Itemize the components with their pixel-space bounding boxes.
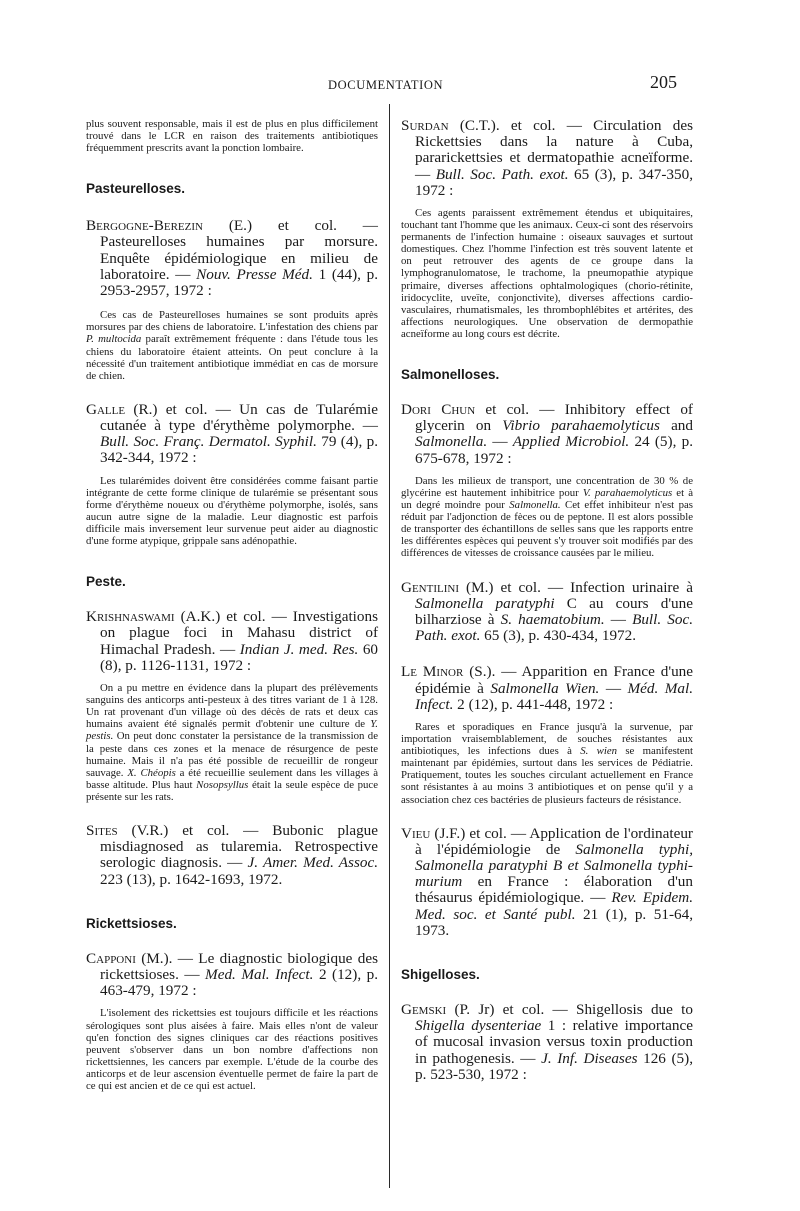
species-name: Shigella dysenteriae <box>415 1017 542 1035</box>
reference-title: (S.). — Apparition en France d'une épidémie à <box>415 663 694 697</box>
reference-citation: 126 (5), p. 523-530, 1972 : <box>415 1049 694 1083</box>
reference-entry <box>86 402 378 467</box>
reference-journal: Applied Microbiol. <box>512 433 630 451</box>
abstract-text: Dans les milieux de transport, une concentration de 30 % de glycérine est hautement inhibitrice pour <box>401 474 693 499</box>
column-divider <box>389 104 390 1188</box>
species-name: Salmonella paratyphi <box>415 594 555 612</box>
abstract-text: se manifestent maintenant par épidémies, surtout dans les services de Pédiatrie. Pratiquement, toutes les souches circulant actuellement en France sont résistantes à au moins 3 antibiotiques et on pense qu'il y a association chez ces bactéries de plusieurs facteurs de résistance. <box>401 745 694 806</box>
reference-journal: Med. Mal. Infect. <box>205 966 314 983</box>
abstract-text: Cet effet inhibiteur n'est pas réduit par l'adjonction de fèces ou de peptone. Il est alors possible de transporter des échantillons de selles sans que les rapports entre les différentes espèces qui peuvent s'y trouver soit modifiés par des différences de vitesses de croissance causées par le milieu. <box>401 499 694 560</box>
reference-entry <box>401 118 693 199</box>
species-name: Nosopsyllus <box>196 778 249 791</box>
reference-journal: Bull. Soc. Path. exot. <box>415 610 694 645</box>
reference-entry <box>86 951 378 1000</box>
species-name: S. haematobium. <box>500 610 605 628</box>
abstract-text: Rares et sporadiques en France jusqu'à la survenue, par importation vraisemblablement, de souches résistantes aux antibiotiques, les infections dues à <box>401 720 693 758</box>
reference-title: en France : élaboration d'un thésaurus épidémiologique. — <box>415 873 693 907</box>
reference-author: Dori Chun <box>401 401 476 419</box>
reference-citation: 65 (3), p. 347-350, 1972 : <box>415 165 694 199</box>
reference-entry <box>401 1002 693 1083</box>
reference-author: Krishnaswami <box>86 608 175 626</box>
reference-citation: 1 (44), p. 2953-2957, 1972 : <box>100 265 378 300</box>
reference-title: (A.K.) et col. — Investigations on plague foci in Mahasu district of Himachal Pradesh. — <box>100 608 378 658</box>
right-column <box>401 118 693 1083</box>
section-heading-shigelloses: Shigelloses. <box>401 967 480 983</box>
reference-entry <box>86 823 378 888</box>
reference-author: Capponi <box>86 949 136 967</box>
reference-entry <box>86 609 378 674</box>
species-name: P. multocida <box>86 333 142 346</box>
abstract-text: a été recueillie seulement dans les villages à basse altitude. Plus haut <box>86 766 378 791</box>
species-name: Salmonella Wien. <box>490 679 600 697</box>
abstract-text: On a pu mettre en évidence dans la plupart des prélèvements sanguins des anticorps anti-pesteux à des titres variant de 1 à 128. Un rat provenant d'un village où des décès de rats et deux cas humains avaient été signalés permit d'obtenir une culture de <box>86 682 378 731</box>
species-name: X. Chéopis <box>127 766 176 779</box>
reference-entry <box>401 402 693 467</box>
reference-author: Gemski <box>401 1001 447 1019</box>
reference-author: Sites <box>86 821 118 839</box>
reference-title: (M.) et col. — Infection urinaire à <box>459 578 693 596</box>
continued-abstract: plus souvent responsable, mais il est de plus en plus difficilement trouvé dans le LCR en raison des traitements antibiotiques fréquemment prescrits avant la ponction lombaire. <box>86 118 378 155</box>
abstract-text: était la seule espèce de puce présente sur les rats. <box>86 778 378 803</box>
abstract-text: et à un degré moindre pour <box>401 486 693 512</box>
reference-entry <box>401 580 693 645</box>
reference-abstract <box>86 682 378 803</box>
reference-abstract <box>86 309 378 382</box>
species-name: Y. pestis. <box>86 718 378 743</box>
reference-journal: J. Inf. Diseases <box>541 1049 638 1067</box>
abstract-text: Ces cas de Pasteurelloses humaines se sont produits après morsures par des chiens de laboratoire. L'infestation des chiens par <box>86 309 378 334</box>
species-name: Vibrio parahaemolyticus <box>502 417 660 435</box>
reference-title: — <box>487 433 513 451</box>
reference-journal: Méd. Mal. Infect. <box>415 679 694 713</box>
reference-title: et col. — Inhibitory effect of glycerin on <box>415 401 693 435</box>
reference-title: (P. Jr) et col. — Shigellosis due to <box>446 1001 693 1019</box>
reference-journal: Bull. Soc. Franç. Dermatol. Syphil. <box>100 433 317 451</box>
reference-author: Gentilini <box>401 578 460 596</box>
section-heading-pasteurelloses: Pasteurelloses. <box>86 181 186 197</box>
section-heading-rickettsioses: Rickettsioses. <box>86 915 177 931</box>
reference-title: (R.) et col. — Un cas de Tularémie cutanée à type d'érythème polymorphe. — <box>100 400 378 435</box>
reference-title: — <box>604 610 633 628</box>
abstract-text: paraît extrêmement fréquente : dans l'étude tous les chiens du laboratoire étaient atteints. On peut conclure à la nécessité d'un traitement antibiotique immédiat en cas de morsure de chien. <box>86 333 378 382</box>
species-name: Salmonella. <box>415 433 488 451</box>
reference-title: 1 : relative importance of mucosal invasion versus toxin production in pathogenesis. — <box>415 1017 693 1067</box>
species-name: V. parahaemolyticus <box>582 486 673 499</box>
species-name: Salmonella. <box>509 499 561 512</box>
reference-abstract: L'isolement des rickettsies est toujours difficile et les réactions sérologiques sont plus aisées à faire. Mais elles n'ont de valeur qu'en fonction des signes cliniques car des réactions positives peuvent s'observer dans un bon nombre d'affections non rickettsiennes, les cancers par exemple. L'étude de la courbe des anticorps et de leur ascension éventuelle permet de faire la part de ce qui est ancien et de ce qui est actuel. <box>86 1007 378 1092</box>
reference-citation: 2 (12), p. 463-479, 1972 : <box>100 966 379 1000</box>
species-name: S. wien <box>580 745 618 758</box>
running-head: DOCUMENTATION <box>328 78 444 92</box>
abstract-text: On peut donc constater la persistance de la transmission de la peste dans ces zones et la menace de résurgence de peste humaine. Mais il n'a pas été possible de recueillir de rongeur sauvage. <box>86 730 378 779</box>
species-name: Salmonella typhi, Salmonella paratyphi B et Salmonella typhi-murium <box>415 840 693 891</box>
reference-abstract <box>401 475 693 560</box>
reference-title: (C.T.). et col. — Circulation des Rickettsies dans la nature à Cuba, pararickettsies et dermatopathie acneïforme. — <box>415 117 693 183</box>
reference-entry <box>86 218 378 299</box>
reference-citation: 24 (5), p. 675-678, 1972 : <box>415 433 693 467</box>
reference-author: Vieu <box>401 824 431 842</box>
reference-title: (J.F.) et col. — Application de l'ordinateur à l'épidémiologie de <box>415 824 693 858</box>
reference-journal: Nouv. Presse Méd. <box>196 265 313 283</box>
section-heading-salmonelloses: Salmonelloses. <box>401 367 500 383</box>
reference-title: (V.R.) et col. — Bubonic plague misdiagnosed as tularemia. Retrospective serologic diagnosis. — <box>100 821 378 872</box>
reference-citation: 60 (8), p. 1126-1131, 1972 : <box>100 640 379 674</box>
reference-abstract: Les tularémides doivent être considérées comme faisant partie intégrante de cette forme clinique de tularémie se présentant sous forme d'érythème noueux ou d'érythème polymorphe, isolés, sans aucun autre signe de la maladie. Leur diagnostic est parfois difficile mais inversement leur survenue peut aider au diagnostic d'une forme atypique, grippale sans adénopathie. <box>86 474 378 548</box>
reference-abstract: Ces agents paraissent extrêmement étendus et ubiquitaires, touchant tant l'homme que les animaux. Ceux-ci sont des réservoirs permanents de l'infection humaine : oiseaux sauvages et surtout domestiques. Chez l'homme l'infection est très souvent latente et on peut retrouver des agents de ce groupe dans la lymphogranulomatose, le trachome, la pneumopathie atypique primaire, diverses affections ophtalmologiques (chorio-rétinite, iridocyclite, uveïte, conjonctivite), diverses affections cardio-vasculaires, rhumatismales, les thrombophlébites et artérites, des affections neurologiques. Une observation de dermopathie acneïforme au long cours est décrite. <box>401 207 693 340</box>
reference-author: Surdan <box>401 117 449 134</box>
reference-title: (M.). — Le diagnostic biologique des rickettsioses. — <box>100 949 378 983</box>
reference-title: and <box>659 417 693 435</box>
reference-author: Le Minor <box>401 663 464 681</box>
reference-citation: 2 (12), p. 441-448, 1972 : <box>453 695 614 713</box>
reference-title: (E.) et col. — Pasteurelloses humaines par morsure. Enquête épidémiologique en milieu de laboratoire. — <box>100 217 378 283</box>
reference-journal: J. Amer. Med. Assoc. <box>247 854 379 872</box>
reference-author: Bergogne-Berezin <box>86 217 203 235</box>
reference-title: — <box>599 679 628 697</box>
reference-journal: Rev. Epidem. Med. soc. et Santé publ. <box>415 889 693 923</box>
left-column <box>86 118 378 1092</box>
reference-journal: Indian J. med. Res. <box>239 640 359 658</box>
reference-citation: 65 (3), p. 430-434, 1972. <box>480 627 637 645</box>
reference-journal: Bull. Soc. Path. exot. <box>435 165 569 183</box>
reference-citation: 223 (13), p. 1642-1693, 1972. <box>100 870 283 888</box>
reference-citation: 21 (1), p. 51-64, 1973. <box>415 905 693 939</box>
reference-entry <box>401 826 693 939</box>
page-number: 205 <box>650 72 677 92</box>
section-heading-peste: Peste. <box>86 574 126 590</box>
reference-author: Galle <box>86 400 126 418</box>
reference-abstract <box>401 721 693 806</box>
reference-entry <box>401 664 693 713</box>
reference-citation: 79 (4), p. 342-344, 1972 : <box>100 433 378 467</box>
reference-title: C au cours d'une bilharziose à <box>415 594 693 628</box>
